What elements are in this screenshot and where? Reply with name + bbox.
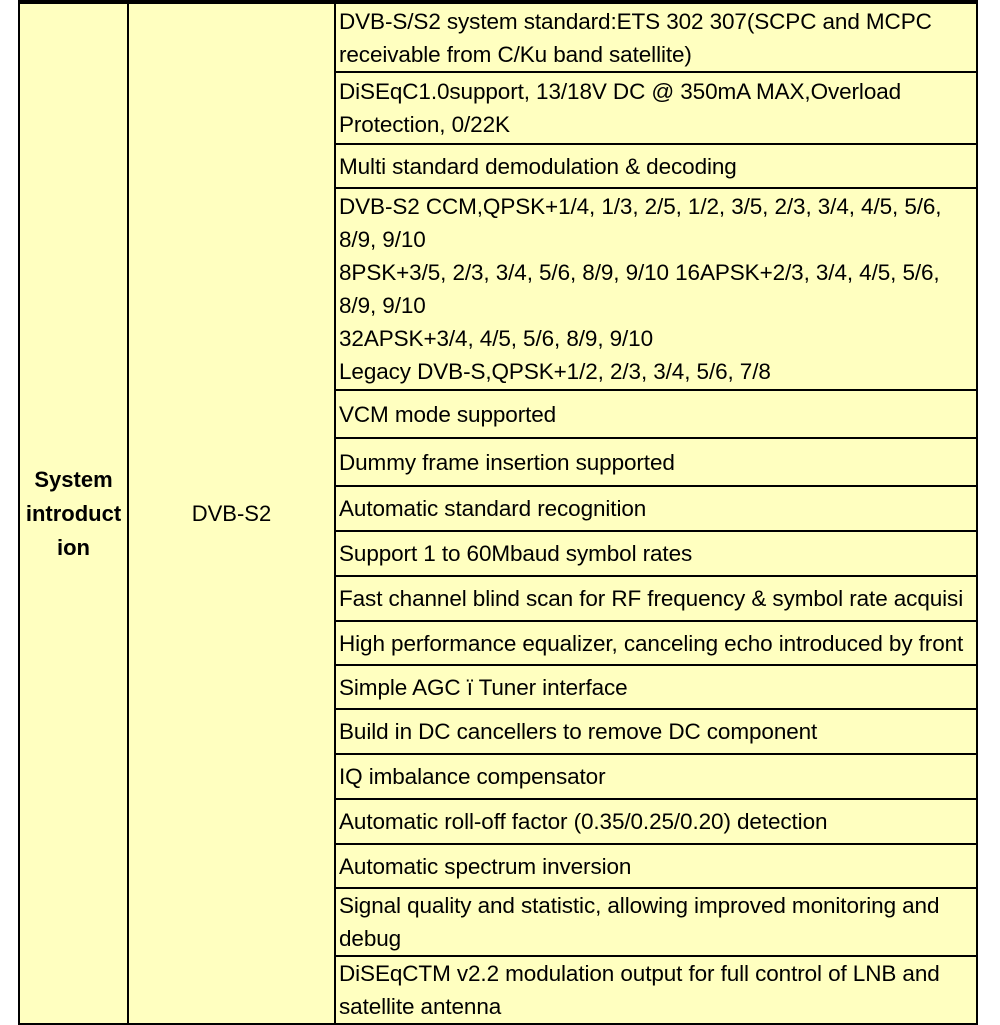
feature-cell: High performance equalizer, canceling echo introduced by front <box>335 621 977 665</box>
feature-line: 32APSK+3/4, 4/5, 5/6, 8/9, 9/10 <box>339 326 654 351</box>
section-label-line: System <box>34 466 113 492</box>
feature-cell <box>335 888 977 956</box>
feature-line: Legacy DVB-S,QPSK+1/2, 2/3, 3/4, 5/6, 7/8 <box>339 359 771 384</box>
feature-line: 8/9, 9/10 <box>339 293 426 318</box>
feature-cell: Dummy frame insertion supported <box>335 438 977 486</box>
feature-line: satellite antenna <box>339 994 502 1019</box>
feature-line: 8/9, 9/10 <box>339 227 426 252</box>
feature-line: debug <box>339 926 402 951</box>
feature-cell: Support 1 to 60Mbaud symbol rates <box>335 531 977 576</box>
feature-cell <box>335 188 977 390</box>
feature-line: 8PSK+3/5, 2/3, 3/4, 5/6, 8/9, 9/10 16APSK+2/3, 3/4, 4/5, 5/6, <box>339 260 940 285</box>
feature-line: DiSEqC1.0support, 13/18V DC @ 350mA MAX,Overload <box>339 79 902 104</box>
table-row <box>19 2 977 72</box>
feature-cell: VCM mode supported <box>335 390 977 438</box>
section-label-line: ion <box>57 534 90 560</box>
standard-label-cell: DVB-S2 <box>128 2 335 1024</box>
feature-line: DVB-S2 CCM,QPSK+1/4, 1/3, 2/5, 1/2, 3/5, 2/3, 3/4, 4/5, 5/6, <box>339 194 942 219</box>
feature-cell <box>335 144 977 188</box>
spec-table <box>18 0 978 1025</box>
section-label-cell <box>19 2 128 1024</box>
feature-cell: IQ imbalance compensator <box>335 754 977 799</box>
feature-cell: Automatic roll-off factor (0.35/0.25/0.20) detection <box>335 799 977 844</box>
feature-line: Protection, 0/22K <box>339 112 510 137</box>
feature-cell: Automatic standard recognition <box>335 486 977 531</box>
feature-cell: Build in DC cancellers to remove DC component <box>335 709 977 754</box>
section-label-line: introduct <box>25 500 122 526</box>
feature-cell: Automatic spectrum inversion <box>335 844 977 888</box>
feature-cell <box>335 2 977 72</box>
feature-line: Signal quality and statistic, allowing improved monitoring and <box>339 893 940 918</box>
feature-cell <box>335 72 977 144</box>
feature-line: DiSEqCTM v2.2 modulation output for full control of LNB and <box>339 961 940 986</box>
feature-line: DVB-S/S2 system standard:ETS 302 307(SCPC and MCPC <box>339 8 932 34</box>
feature-cell <box>335 956 977 1024</box>
feature-line: Multi standard demodulation & decoding <box>339 153 737 179</box>
feature-cell: Simple AGC ï Tuner interface <box>335 665 977 709</box>
feature-line: receivable from C/Ku band satellite) <box>339 41 692 67</box>
feature-cell: Fast channel blind scan for RF frequency & symbol rate acquisi <box>335 576 977 621</box>
